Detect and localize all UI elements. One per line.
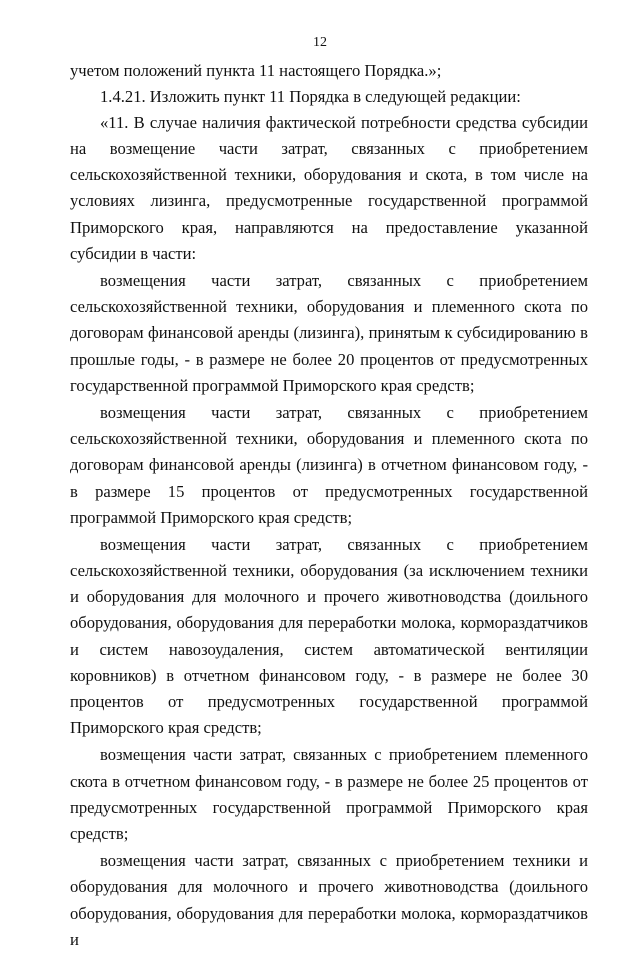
- paragraph-breeding-livestock: возмещения части затрат, связанных с приобретением племенного скота в отчетном финансовом году, - в размере не более 25 процентов от предусмотренных государственной программой Приморского края средств;: [70, 745, 588, 843]
- paragraph-leasing-current-year: возмещения части затрат, связанных с приобретением сельскохозяйственной техники, оборудования и племенного скота по договорам финансовой аренды (лизинга) в отчетном финансовом году, - в размере 15 процентов от предусмотренных государственной программой Приморского края средств;: [70, 403, 588, 527]
- page-number: 12: [313, 35, 327, 50]
- paragraph-machinery-equipment: возмещения части затрат, связанных с приобретением сельскохозяйственной техники, оборудования (за исключением техники и оборудования для молочного и прочего животноводства (доильного оборудования, оборудования для переработки молока, кормораздатчиков и систем навозоудаления, систем автоматической вентиляции коровников) в отчетном финансовом году, - в размере не более 30 процентов от предусмотренных государственной программой Приморского края средств;: [70, 535, 588, 737]
- document-body: [70, 58, 588, 953]
- paragraph-continuation: учетом положений пункта 11 настоящего Порядка.»;: [70, 61, 442, 80]
- paragraph-amendment-heading: 1.4.21. Изложить пункт 11 Порядка в следующей редакции:: [100, 87, 521, 107]
- paragraph-leasing-prior-years: возмещения части затрат, связанных с приобретением сельскохозяйственной техники, оборудования и племенного скота по договорам финансовой аренды (лизинга), принятым к субсидированию в прошлые годы, - в размере не более 20 процентов от предусмотренных государственной программой Приморского края средств;: [70, 271, 588, 395]
- paragraph-item-11-intro: «11. В случае наличия фактической потребности средства субсидии на возмещение части затрат, связанных с приобретением сельскохозяйственной техники, оборудования и скота, в том числе на условиях лизинга, предусмотренные государственной программой Приморского края, направляются на предоставление указанной субсидии в части:: [70, 113, 588, 263]
- paragraph-dairy-equipment: возмещения части затрат, связанных с приобретением техники и оборудования для молочного и прочего животноводства (доильного оборудования, оборудования для переработки молока, кормораздатчиков и: [70, 851, 588, 949]
